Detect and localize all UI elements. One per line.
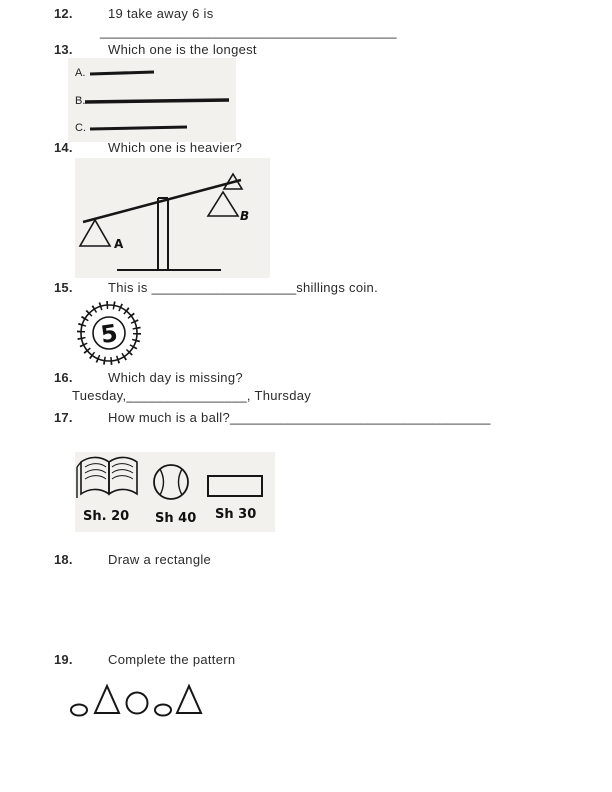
pattern-circle xyxy=(127,693,148,714)
length-option-b-label: B. xyxy=(75,95,86,107)
question-15-text-before: This is xyxy=(108,280,152,295)
length-option-b-line xyxy=(85,100,229,102)
scale-right-pan-triangle xyxy=(208,192,238,216)
length-lines-image xyxy=(68,58,236,142)
question-17-text: How much is a ball? xyxy=(108,410,231,425)
question-13-text: Which one is the longest xyxy=(108,42,257,57)
question-18-number: 18. xyxy=(54,552,73,567)
question-14-number: 14. xyxy=(54,140,73,155)
scale-right-label: B xyxy=(240,209,250,223)
pattern-oval-1 xyxy=(71,705,87,716)
length-option-a-line xyxy=(90,72,154,74)
question-19-text: Complete the pattern xyxy=(108,652,236,667)
rectangle-price-label: Sh 30 xyxy=(215,507,257,522)
question-15-number: 15. xyxy=(54,280,73,295)
length-option-c-line xyxy=(90,127,187,129)
question-16-text: Which day is missing? xyxy=(108,370,243,385)
coin-value: 5 xyxy=(98,318,120,350)
rectangle-drawing xyxy=(208,476,262,496)
question-12-number: 12. xyxy=(54,6,73,21)
items-price-image xyxy=(75,452,275,532)
balance-scale-image xyxy=(75,158,270,278)
pattern-oval-2 xyxy=(155,705,171,716)
question-14-text: Which one is heavier? xyxy=(108,140,243,155)
question-16-sequence: Tuesday,________________, Thursday xyxy=(72,388,312,403)
question-16-number: 16. xyxy=(54,370,73,385)
scale-left-label: A xyxy=(114,237,124,251)
scale-left-pan-triangle xyxy=(80,220,110,246)
pattern-triangle-2 xyxy=(177,686,201,713)
length-option-c-label: C. xyxy=(75,122,86,134)
book-drawing xyxy=(77,457,137,498)
question-12-answer-blank: _________________________________________ xyxy=(100,24,397,39)
coin-image xyxy=(74,298,144,368)
ball-price-label: Sh 40 xyxy=(155,511,197,526)
question-17-number: 17. xyxy=(54,410,73,425)
book-price-label: Sh. 20 xyxy=(83,509,130,524)
question-15-answer-blank: ____________________ xyxy=(151,280,297,295)
question-17-line xyxy=(108,410,490,425)
ball-drawing xyxy=(154,465,188,499)
question-15-text-after: shillings coin. xyxy=(296,280,379,295)
pattern-shapes-image xyxy=(68,682,208,722)
question-18-text: Draw a rectangle xyxy=(108,552,212,567)
question-15-text xyxy=(108,280,378,295)
question-17-answer-blank: ____________________________________ xyxy=(230,410,491,425)
question-13-number: 13. xyxy=(54,42,73,57)
pattern-triangle-1 xyxy=(95,686,119,713)
length-option-a-label: A. xyxy=(75,67,86,79)
question-19-number: 19. xyxy=(54,652,73,667)
question-12-text: 19 take away 6 is xyxy=(108,6,214,21)
